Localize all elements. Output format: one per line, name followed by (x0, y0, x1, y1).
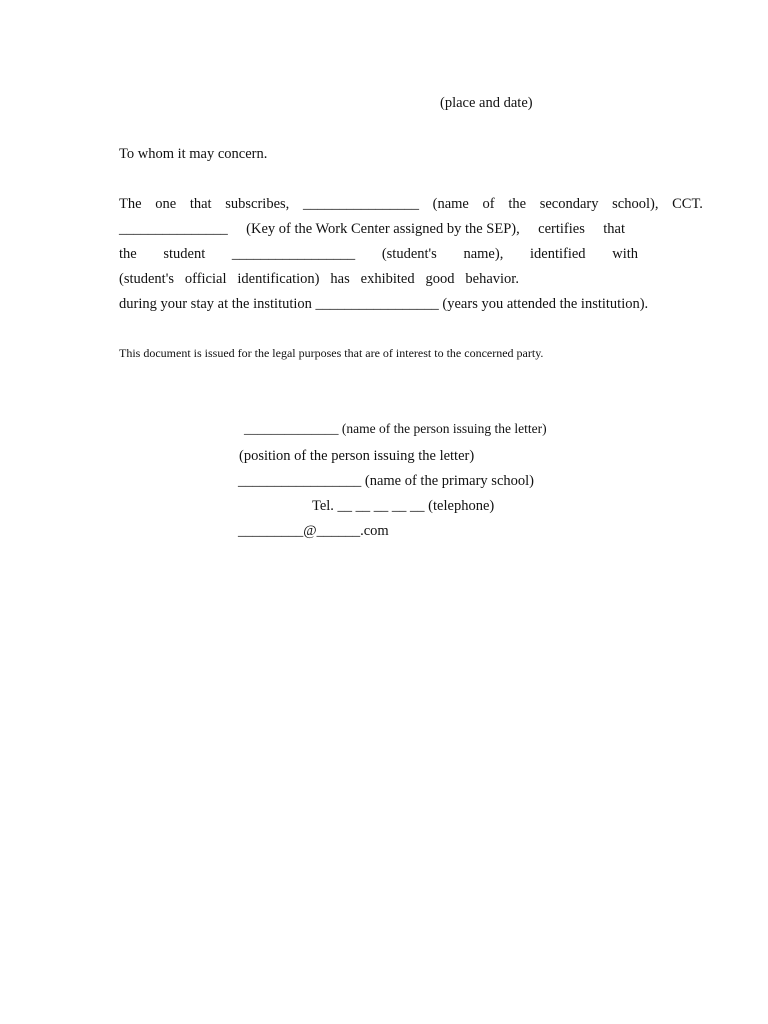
body-word: one (155, 196, 177, 212)
body-word: (student's (119, 271, 174, 287)
signature-position-line: (position of the person issuing the letter) (239, 448, 475, 464)
body-word: that (189, 196, 212, 212)
body-word: CCT. (672, 196, 703, 212)
body-word: certifies (538, 221, 585, 237)
body-word: that (603, 221, 625, 237)
signature-name-line: ______________ (name of the person issuing the letter) (244, 421, 547, 436)
signature-phone-line: Tel. __ __ __ __ __ (telephone) (312, 498, 495, 514)
body-line-4 (119, 270, 519, 288)
body-word: has (330, 271, 350, 287)
body-word: student (163, 246, 206, 262)
body-word: of (482, 196, 495, 212)
blank-field: ________________ (302, 196, 419, 212)
body-word: name), (463, 246, 504, 262)
blank-field: _______________ (119, 221, 228, 237)
body-word: good (425, 271, 455, 287)
body-line-2 (119, 220, 625, 238)
body-word: secondary (539, 196, 599, 212)
body-word: behavior. (465, 271, 519, 287)
legal-note: This document is issued for the legal purposes that are of interest to the concerned party. (119, 346, 544, 360)
salutation: To whom it may concern. (119, 146, 268, 162)
body-word: official (184, 271, 227, 287)
body-word: the (119, 246, 137, 262)
body-word: school), (612, 196, 659, 212)
place-and-date: (place and date) (440, 95, 533, 111)
body-word: identification) (237, 271, 320, 287)
body-word: (student's (381, 246, 437, 262)
body-phrase: (Key of the Work Center assigned by the SEP), (246, 221, 520, 237)
body-line-1 (119, 195, 703, 213)
body-word: identified (529, 246, 586, 262)
body-line-3 (119, 245, 638, 263)
body-word: exhibited (360, 271, 415, 287)
body-word: the (508, 196, 527, 212)
signature-email-line: _________@______.com (238, 523, 389, 539)
signature-school-line: _________________ (name of the primary school) (238, 473, 534, 489)
body-word: subscribes, (225, 196, 290, 212)
body-line-5: during your stay at the institution _________________ (years you attended the institution). (119, 296, 649, 312)
body-word: with (612, 246, 638, 262)
blank-field: _________________ (231, 246, 356, 262)
body-word: (name (432, 196, 469, 212)
body-word: The (119, 196, 142, 212)
